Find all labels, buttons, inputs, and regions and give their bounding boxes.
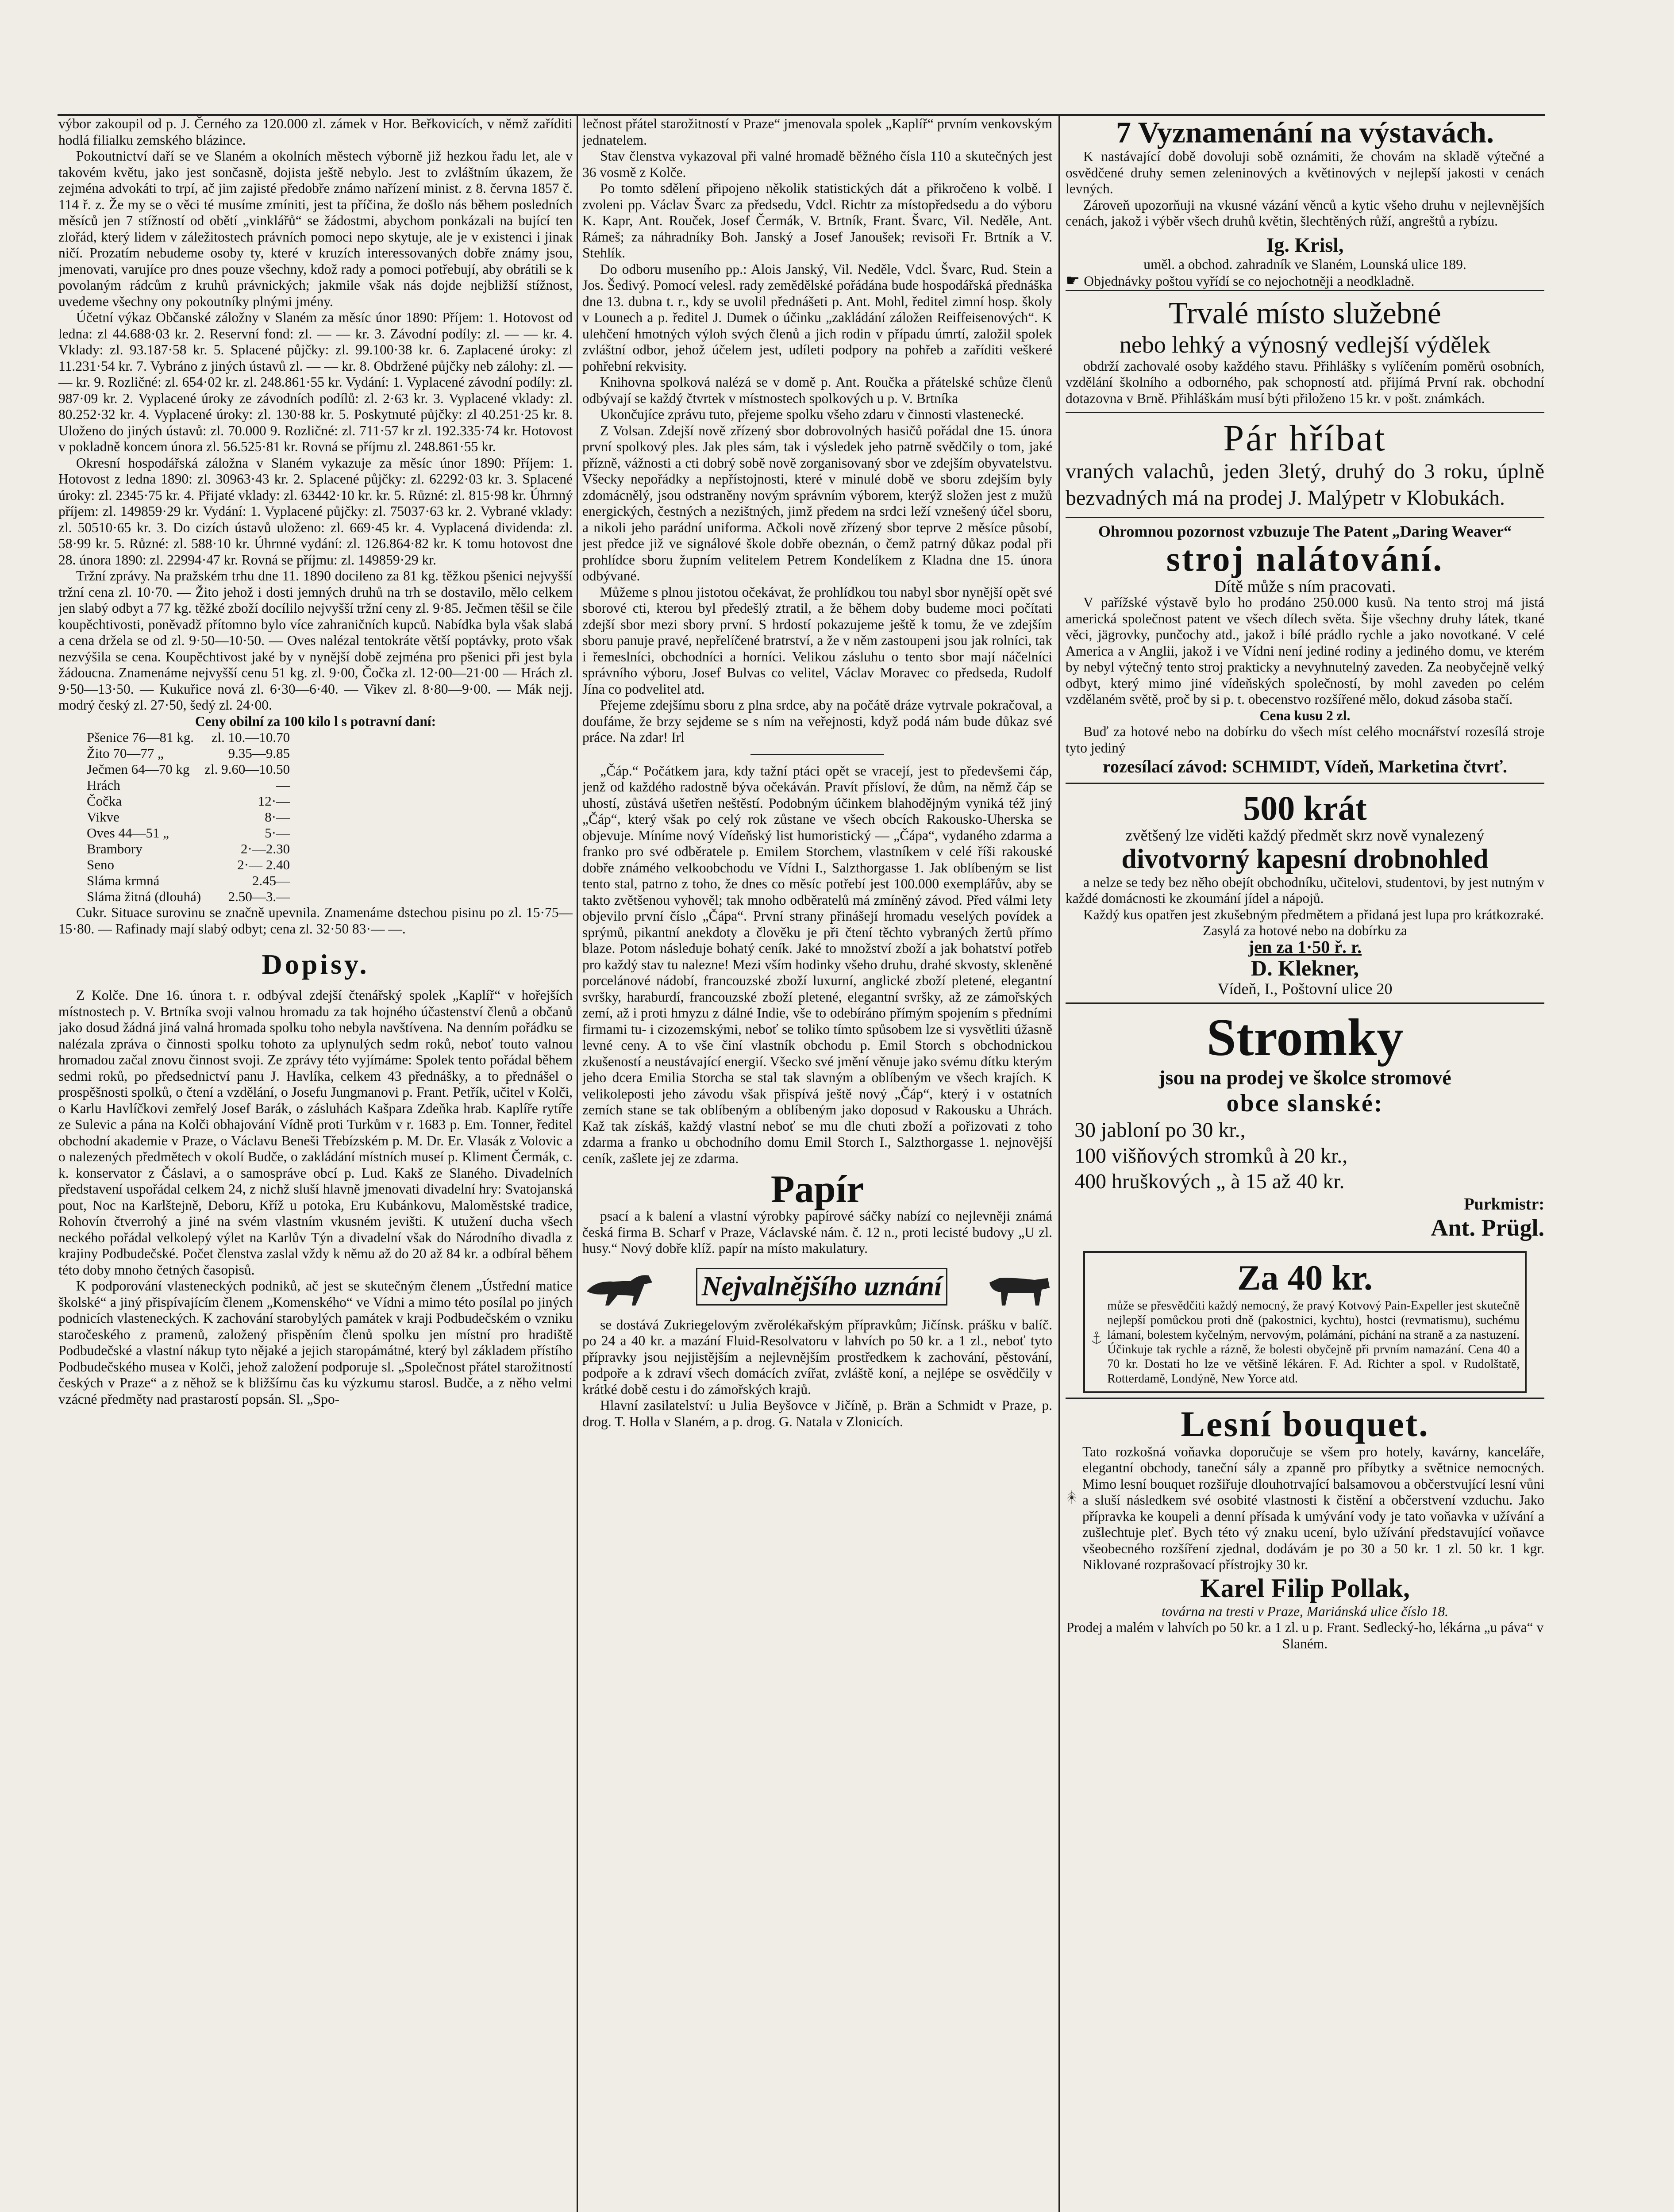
market-row (85, 857, 292, 873)
paragraph-zasilatelstvi: Hlavní zasilatelství: u Julia Beyšovce v Jičíně, p. Brän a Schmidt v Praze, p. drog. T. Holla v Slaném, a p. drog. G. Natala v Zlonicích. (582, 1398, 1052, 1429)
paragraph-cap: „Čáp.“ Počátkem jara, kdy tažní ptáci opět se vracejí, jest to předevšemi čáp, jenž od každého radostně býva očekáván. Pravít přísloví, že dům, na němž čáp se uhostí, zůstává ušetřen neštěstí. Podobným účinkem blahodějným vyniká též jiný „Čáp“, který však po celý rok zůstane ve všech obcích Rakousko-Uherska se objevuje. Míníme nový Vídeňský list humoristický — „Čápa“, vydaného zdarma a franko pro své odběratele p. Emilem Storchem, vlastníkem v celé říši rakouské dobře známého velkoobchodu ve Vídni I., Salzthorgasse 1. Jak oblíbeným se list tento stal, patrno z toho, že dnes co měsíc potřebí jest 100.000 exemplářův, aby se takto zvětšenou vyhověl; tak mnoho odběratelů má zmíněný závod. Před válmi lety objevilo první číslo „Čápa“. První strany přinášejí hromadu veselých povídek a sprýmů, pikantní anekdoty a člověku je při čtení těchto vybraných žertů přímo blaze. Potom následuje bohatý ceník. Jaké to množství zboží a jak bohatství potřeb pro každý stav tu nalezne! Mezi vším hodinky všeho druhu, drahé skvosty, skleněné porcelánové nádobí, francouzské zboží luxurní, anglické zboží pletené, elegantní svršky, haraburdí, francouzské zboží pletené, elegantní svršky, až ze zámořských zemí, až i proti hmyzu z dálné Indie, vše to odebíráno přímým spojením s předními firmami tu- i cizozemskými, neboť se toliko tímto spůsobem lze si vysvětliti úžasně levné ceny. A to vše činí vlastník obchodu p. Emil Storch s obchodnickou zkušeností a neustávající energií. Všecko své jmění věnuje jako svému dítku kterým jeho dcera Emilia Storcha se stal tak slavným a oblíbeným ve všech krajích. K velikoleposti jeho závodu však přispívá ještě nový „Čáp“, který i v ostatních zemích stane se tak oblíbeným a oblíbeným jako doposud v Rakousku a Uhrách. Kaž tak získáš, každý vlastní neboť se mu dle chuti zboží a pořizovati z toho zdarma a franko u obchodního domu Emil Storch I., Salzthorgasse 1. nejnovější ceník, zašlete jej ze zdarma. (582, 763, 1052, 1166)
stroj-subtitle: Dítě může s ním pracovati. (1214, 577, 1396, 596)
stroj-text: V pařížské výstavě bylo ho prodáno 250.000 kusů. Na tento stroj má jistá americká společnost patent ve všech dílech světa. Šije všechny druhy látek, tkané věci, jägrovky, punčochy atd., jakož i bílé prádlo rychle a jako novotkané. V celé America a v Anglii, jakož i ve Vídni není jediné rodiny a jediného domu, ve kterém by nebyl výtečný tento stroj prakticky a nevyhnutelný zaveden. Za neobyčejně velký odbyt, který mimo jiné vídeňských společností, by mohl zaveden po celém vzdělaném světě, proč by si p. t. obecenstvo rozšířené mělo, dokud zásoba stačí. (1066, 595, 1544, 707)
paragraph-zukriegel: se dostává Zukriegelovým zvěrolékařským přípravkům; Jičínsk. prášku v balíč. po 24 a 40 kr. a mazání Fluid-Resolvatoru v lahvích po 50 kr. a 1 zl., neboť tyto přípravky jsou nejjistějším a nejlevnějším prostředkem k zachování, pěstování, podpoře a k zdraví všech domácích zvířat, zvláště koní, a nejlépe se osvědčily v krátké době cestu i do zámořských krajů. (582, 1317, 1052, 1397)
stromky-item: 100 višňových stromků à 20 kr., (1074, 1144, 1348, 1167)
paragraph-ukoncujice: Ukončujíce zprávu tuto, přejeme spolku všeho zdaru v činnosti vlastenecké. (600, 407, 1024, 422)
pollak-sale: Prodej a malém v lahvích po 50 kr. a 1 zl. u p. Frant. Sedlecký-ho, lékárna „u páva“ v Slaném. (1066, 1620, 1544, 1651)
krat-subtitle: zvětšený lze viděti každý předmět skrz nově vynalezený (1125, 826, 1485, 844)
paragraph-semena: K nastávající době dovoluji sobě oznámiti, že chovám na skladě výtečné a osvědčené druhy semen zeleninových a květinových v nejlepší jakosti v cenách levných. (1066, 149, 1544, 196)
market-table (85, 730, 292, 905)
stroj-title: stroj nalátování. (1166, 539, 1444, 579)
za40-text: může se přesvědčiti každý nemocný, že pravý Kotvový Pain-Expeller jest skutečně nejlepší pomůckou proti dně (pakostnici, kychtu), hostci (revmatismu), suchému lámaní, bolestem kyčelným, nervovým, polámání, píchání na straně a za nastuzení. Účinkuje tak rychle a rázně, že bolesti obyčejně při prvním namazání. Cena 40 a 70 kr. Dostati ho lze ve většině lékáren. F. Ad. Richter a spol. v Rudolštatě, Rotterdamě, Londýně, New Yorce atd. (1107, 1298, 1520, 1386)
market-commodity: Vikve (87, 809, 119, 825)
klekner-name: D. Klekner, (1251, 956, 1359, 980)
market-row (85, 873, 292, 889)
stroj-order: Buď za hotové nebo na dobírku do všech míst celého mocnářství rozesílá stroje tyto jediný (1066, 724, 1544, 756)
uznani-title: Nejvalnějšího uznání (696, 1268, 948, 1306)
market-row (85, 841, 292, 857)
ad-pain-expeller (1083, 1251, 1527, 1393)
pine-branch-icon (1066, 1444, 1078, 1550)
purkmistr-label: Purkmistr: (1464, 1194, 1544, 1214)
ad-hribata (1066, 412, 1544, 517)
paragraph-volba: Po tomto sdělení připojeno několik statistických dát a přikročeno k volbě. I zvoleni pp. Václav Švarc za předsedu, Vdcl. Richtr za místopředsedu a do výboru K. Kapr, Ant. Rouček, Josef Čermák, V. Brtník, Frant. Švarc, Vil. Neděle, Ant. Rámeš; za náhradníky Boh. Janský a Josef Janoušek; revisoři Fr. Brtník a V. Stehlík. (582, 180, 1052, 261)
paragraph-ucetni-vykaz: Účetní výkaz Občanské záložny v Slaném za měsíc únor 1890: Příjem: 1. Hotovost od ledna: zl 44.688·03 kr. 2. Reservní fond: zl. — — kr. 3. Závodní podíly: zl. — — kr. 4. Vklady: zl. 93.187·58 kr. 5. Splacené půjčky: zl. 99.100·38 kr. 6. Zaplacené úroky: zl 11.231·54 kr. 7. Vybráno z jiných ústavů zl. — — kr. 8. Obdržené půjčky neb zálohy: zl. — — kr. 9. Rozličné: zl. 654·02 kr. zl. 248.861·55 kr. Vydání: 1. Vyplacené závodní podíly: zl. 987·09 kr. 2. Vyplacené úroky ze závodních podílů: zl. 2·63 kr. 3. Vyplacené vklady: zl. 80.252·32 kr. 4. Vyplacené úroky: zl. 130·88 kr. 5. Poskytnuté půjčky: zl 40.251·25 kr. 8. Uloženo do jiných ústavů: zl. 70.000 9. Rozličné: zl. 711·57 kr zl. 192.335·74 kr. Hotovost v pokladně koncem února zl. 56.525·81 kr. Rovná se příjmu zl. 248.861·55 kr. (58, 310, 573, 454)
anchor-icon (1090, 1298, 1103, 1378)
paragraph-trzni-zpravy: Tržní zprávy. Na pražském trhu dne 11. 1890 docileno za 81 kg. těžkou pšenici nejvyšší tržní cena zl. 10·70. — Žito jehož i dosti jemných druhů na trh se dostavilo, mělo celkem jen slabý odbyt a 77 kg. těžké zboží docílilo nejvyšší tržní ceny zl. 9·85. Ječmen těšil se čile koupěchtivosti, poněvadž přítomno bylo více zahraničních kupců. Nabídka byla však slabá a cena držela se od zl. 9·50—10·50. — Oves nalézal tentokráte větší poptávky, proto však nezvýšila se cena. Koupěchtivost jaké by v nynější době zejména pro pšenici při jest byla žádoucna. Znamenáme nejvyšší cenu 51 kg. zl. 9·00, Čočka zl. 12·00—21·00 — Hrách zl. 9·50—13·50. — Kukuřice nová zl. 6·30—6·40. — Vikev zl. 8·80—9·00. — Mák nejj. modrý český zl. 27·50, šedý zl. 24·00. (58, 568, 573, 713)
vyznamenani-title: 7 Vyznamenání na výstavách. (1116, 116, 1494, 149)
column-rule-2 (1058, 116, 1060, 2212)
paragraph-podporovani: K podporování vlasteneckých podniků, ač jest se skutečným členem „Ústřední matice školské“ a jiný přispívajícím členem „Komenského“ ve Vídni a mimo této posílal po jiných podnicích vlasteneckých. K zachování starobylých památek v kraji Podbudečském o vzniku staročeského z pramenů, založený přispěním členů spolku jen místní pro hradiště Podbudečské a vlastní nákup tyto nějaké a jejich staropámátné, který byl základem přístího Podbudečského musea v Kolči, jehož založení podporuje sl. „Společnost přátel starožitností českých v Praze“ a z něhož se k bližšímu čas ku výzkumu starosl. Budče, a z něho velmi vzácné předměty nad prastarostí popsán. Sl. „Spo- (58, 1278, 573, 1407)
drobnohled-text-2: Každý kus opatřen jest zkušebným předmětem a přidaná jest lupa pro krátkozraké. (1083, 906, 1544, 922)
hribat-text: vraných valachů, jeden 3letý, druhý do 3 roku, úplně bezvadných má na prodej J. Malýpetr v Klobukách. (1066, 460, 1544, 510)
drobnohled-title: divotvorný kapesní drobnohled (1121, 844, 1489, 874)
market-row (85, 809, 292, 825)
market-price: 8·— (265, 809, 290, 825)
ad-stromky (1066, 1002, 1544, 1247)
cow-icon (986, 1265, 1052, 1309)
market-row (85, 745, 292, 761)
paragraph-okresni-zalozna: Okresní hospodářská záložna v Slaném vykazuje za měsíc únor 1890: Příjem: 1. Hotovost z ledna 1890: zl. 30963·43 kr. 2. Splacené půjčky: zl. 62292·03 kr. 3. Splacené úroky: zl. 2345·75 kr. 4. Přijaté vklady: zl. 63442·10 kr. kr. 5. Různé: zl. 815·98 kr. Úhrnný příjem: zl. 149859·29 kr. Vydání: 1. Vyplacené půjčky: zl. 75037·63 kr. 2. Vybrané vklady: zl. 50510·65 kr. 3. Do cizích ústavů uloženo: zl. 669·45 kr. 4. Vyplacená dividenda: zl. 58·99 kr. 5. Různé: zl. 588·10 kr. Úhrnné vydání: zl. 126.864·82 kr. K tomu hotovost dne 28. února 1890: zl. 22994·47 kr. Rovná se příjmu: zl. 149859·29 kr. (58, 455, 573, 568)
ad-lesni-bouquet (1066, 1398, 1544, 1658)
stromky-item: 400 hruškových „ à 15 až 40 kr. (1074, 1169, 1345, 1193)
papir-title: Papír (770, 1168, 864, 1211)
market-row (85, 889, 292, 905)
paragraph-pokoutnictvi: Pokoutnictví daří se ve Slaném a okolních městech výborně již hezkou řadu let, ale v takovém květu, jako jest sončasně, dojista ještě nebylo. Jest to zvláštním úkazem, že zejména advokáti to trpí, ač jim zajisté předobře známo nařízení minist. z 8. června 1857 č. 114 ř. z. Že my se o věci té musíme zmíniti, jest ta příčina, že došlo nás během posledních měsíců jen 7 stížností od obětí „vinklářů“ se žádostmi, abychom ponkázali na bující ten zlořád, který lidem v záležitostech právních pomoci nepo skytuje, ale je v existenci i jinak ničí. Prozatím nebudeme osoby ty, které v kruzích interessovaných dobře známy jsou, jmenovati, varujíce pro dnes pouze všechny, kdož rady a pomoci potřebují, aby obrátili se k povolaným rádcům z kruhů právnických; jakmile však nás dojde nejbližší stížnost, uvedeme všechny ony pokoutníky plnými jmény. (58, 148, 573, 309)
market-price: 2.45— (252, 873, 290, 888)
paragraph-z-volsan: Z Volsan. Zdejší nově zřízený sbor dobrovolných hasičů pořádal dne 15. února první spolkový ples. Jak ples sám, tak i výsledek jeho patrně svědčily o tom, jaké přízně, vážnosti a cti dobrý sobě nově zorganisovaný sbor ve zdejším obyvatelstvu. Všecky nepořádky a nepřístojnosti, které v minulé době ve sboru zdejším byly zdomácnělý, jsou odstraněny novým správním výborem, kterýž složen jest z mužů energických, čestných a nezištných, jimž předem na srdci leží vznešený účel sboru, a nikoli jeho parádní uniforma. Ačkoli nově zřízený sbor teprve 2 měsíce působí, jest předce již ve signálové škole dobře obeznán, o čemž patrný důkaz podal při prohlídce sboru župním velitelem Petrem Kondelíkem z Kladna dne 15. února odbývané. (582, 422, 1052, 584)
hribat-title: Pár hříbat (1223, 418, 1387, 459)
market-price: 5·— (265, 825, 290, 841)
market-price: 2·— 2.40 (237, 857, 290, 872)
paragraph-vence: Zároveň upozorňuji na vkusné vázání věnců a kytic všeho druhu v nejlevnějších cenách, jakož i výběr všech druhů květin, šlechtěných růží, angreštů a rybízu. (1066, 197, 1544, 229)
klekner-address: Vídeň, I., Poštovní ulice 20 (1217, 980, 1393, 998)
market-commodity: Ječmen 64—70 kg (87, 761, 190, 777)
market-row (85, 730, 292, 745)
paragraph-papir: psací a k balení a vlastní výrobky papírové sáčky nabízí co nejlevněji známá česká firma B. Scharf v Praze, Václavské nám. č. 12 n., proti lecisté budovy „U zl. husy.“ Nový dobře klíž. papír na místo makulatury. (582, 1208, 1052, 1256)
krisl-address: uměl. a obchod. zahradník ve Slaném, Lounská ulice 189. (1143, 256, 1466, 272)
market-price: — (276, 777, 290, 793)
market-price: zl. 9.60—10.50 (204, 761, 290, 777)
column-rule-1 (577, 116, 578, 2212)
market-commodity: Seno (87, 857, 114, 872)
market-row (85, 825, 292, 841)
lesni-title: Lesní bouquet. (1181, 1403, 1429, 1444)
schmidt-address: rozesílací závod: SCHMIDT, Vídeň, Marketina čtvrť. (1102, 757, 1508, 776)
krisl-name: Ig. Krisl, (1266, 233, 1344, 256)
market-commodity: Hrách (87, 777, 120, 793)
stromky-title: Stromky (1206, 1007, 1404, 1067)
market-commodity: Brambory (87, 841, 142, 856)
market-commodity: Pšenice 76—81 kg. (87, 730, 194, 745)
market-commodity: Žito 70—77 „ (87, 745, 164, 761)
column-3 (1066, 116, 1544, 2212)
paragraph-z-kolce: Z Kolče. Dne 16. února t. r. odbýval zdejší čtenářský spolek „Kaplíř“ v hořejších místnostech p. V. Brtníka svoji valnou hromadu za tak hojného účastenství členů a občanů jako dosud žádná jiná valná hromada spolku toho nebyla navštívena. Na denním pořádku se nalézala zpráva o činnosti spolku tohoto za uplynulých sedm roků, neboť touto valnou hromadou začal znovu činnost svoji. Ze zprávy této vyjímáme: Spolek tento pořádal během sedmi roků, po předsednictví panu J. Havlíka, celkem 43 přednášky, a to přednášel o prospěšnosti spolků, o čtení a vzdělání, o Josefu Jungmanovi p. Frant. Petřík, učitel v Kolči, o Karlu Havlíčkovi zemřelý Josef Barák, o zásluhách Kašpara Zdeňka hrab. Kaplíře rytíře ze Sulevic a pána na Kolči obhajování Vídně proti Turkům v r. 1683 p. Em. Tonner, ředitel obchodní akademie v Praze, o Václavu Beneši Třebízském p. M. Dr. Er. Vlasák z Volovic a o nalezených předmětech v okolí Budče, o zakládání místních museí p. Kliment Čermák, c. k. konservator z Čáslavi, a o samospráve obcí p. Lud. Kakš ze Slaného. Divadelních představení uspořádal celkem 24, z nichž sluší hlavně jmenovati divadelní hry: Svatojanská pout, Noc na Karlštejně, Deboru, Kříž u potoka, Eru Kubánkovu, Maloměstské tradice, Rohovín čtverrohý a jiné na svém vlastním vkusném jevišti. K utužení ducha všech neckého pořádal velkolepý výlet na Karlův Týn a divadelní však do Národního divadla z krajiny Podbudečské. Počet členstva zaslal vždy k němu až do 20 až 84 kr. a odbíral během této doby mnoho četných časopisů. (58, 987, 573, 1278)
ad-stroj (1066, 517, 1544, 783)
paragraph-zamek: výbor zakoupil od p. J. Černého za 120.000 zl. zámek v Hor. Beřkovicích, v němž zaříditi hodlá filialku zemského blázince. (58, 116, 573, 148)
weaver-heading: Ohromnou pozornost vzbuzuje The Patent „Daring Weaver“ (1098, 522, 1512, 540)
ad-trvale-misto (1066, 290, 1544, 412)
market-commodity: Sláma krmná (87, 873, 160, 888)
paragraph-knihovna: Knihovna spolková nalézá se v domě p. Ant. Roučka a přátelské schůze členů odbývají se každý čtvrtek v místnostech spolkových u p. V. Brtníka (582, 374, 1052, 406)
dopisy-title: Dopisy. (262, 949, 369, 980)
krat-title: 500 krát (1243, 789, 1367, 827)
paragraph-cukr: Cukr. Situace surovinu se značně upevnila. Znamenáme dstechou pisinu po zl. 15·75—15·80. — Rafinady mají slabý odbyt; cena zl. 32·50 83·— —. (58, 905, 573, 937)
paragraph-stav-clenstva: Stav členstva vykazoval při valné hromadě běžného čísla 110 a skutečných jest 36 vosmě z Kolče. (582, 148, 1052, 180)
market-commodity: Oves 44—51 „ (87, 825, 169, 841)
stromky-obce: obce slanské: (1226, 1089, 1384, 1117)
pointing-hand-icon: ☛ (1066, 272, 1084, 289)
market-commodity: Čočka (87, 793, 122, 809)
lesni-text: Tato rozkošná voňavka doporučuje se všem pro hotely, kavárny, kanceláře, elegantní obchody, taneční sály a zpanně pro příbytky a světnice nemocných. Mimo lesní bouquet rozšiřuje dlouhotrvající balsamovou a občerstvující lesní vůni a sluší následkem své osobité vlastnosti k čistění a občerstvení vzduchu. Jako přípravka ke koupeli a denní přísada k umývání vody je tato voňavka v užívání a zušlechtuje pleť. Bych této vý znaku ucení, bylo užívání představující voňavce všeobecného rozšíření zjednal, dodávám je po 30 a 50 kr. 1 zl. 50 kr. 1 kgr. Niklované rozprašovací přístrojky 30 kr. (1082, 1444, 1544, 1572)
stroj-price: Cena kusu 2 zl. (1259, 707, 1351, 723)
market-row (85, 777, 292, 793)
paragraph-muzeme: Můžeme s plnou jistotou očekávat, že prohlídkou tou nabyl sbor nynější opět své sborové cti, kterou byl předešlý ztratil, a že během doby budeme moci počítati zdejší sbor mezi sbory první. S hrdostí pokazujeme ještě k tomu, že ve zdejším sboru panuje pravé, nepřelíčené bratrství, a že v něm zastoupeni jsou jak rolníci, tak i řemeslníci, obchodníci a horníci. Velikou zásluhu o tento sbor mají náčelníci správního výboru, Josef Bulvas co velitel, Václav Moravec co předseda, Rudolf Jína co podvelitel atd. (582, 584, 1052, 697)
market-row (85, 793, 292, 809)
prugl-name: Ant. Prügl. (1431, 1214, 1544, 1241)
horse-icon (582, 1265, 658, 1309)
pollak-name: Karel Filip Pollak, (1200, 1573, 1410, 1603)
paragraph-odbor-musejni: Do odboru museního pp.: Alois Janský, Vil. Neděle, Vdcl. Švarc, Rud. Stein a Jos. Šedivý. Pomocí velesl. rady zemědělské pořádána bude hospodářská přednáška dne 13. dubna t. r., kdy se uvolil přednášeti p. Ant. Mohl, ředitel zimní hosp. školy v Lounech a p. ředitel J. Dumek o účinku „zakládání záložen Reiffeisenových“. K ulehčení hmotných výloh svých členů a jich rodin v případu úmrtí, založil spolek zvláštní odbor, jehož účelem jest, udíleti podpory na pohřeb a zaříditi veškeré pohřební rekvisity. (582, 261, 1052, 374)
market-price: zl. 10.—10.70 (211, 730, 290, 745)
drobnohled-text: a nelze se tedy bez něho obejít obchodníku, učitelovi, studentovi, by jest nutným v každé domácnosti ke zkoumání jídel a nápojů. (1066, 874, 1544, 906)
pollak-address: továrna na tresti v Praze, Mariánská ulice číslo 18. (1162, 1603, 1448, 1619)
divider (750, 754, 884, 755)
paragraph-spolecnost: lečnost přátel starožitností v Praze“ jmenovala spolek „Kaplíř“ prvním venkovským jednatelem. (582, 116, 1052, 148)
market-title: Ceny obilní za 100 kilo l s potravní daní: (195, 713, 436, 729)
krisl-note: ☛ Objednávky poštou vyřídí se co nejochotněji a neodkladně. (1066, 272, 1415, 289)
uznani-banner (582, 1265, 1052, 1309)
trvale-title: Trvalé místo služebné (1169, 296, 1441, 330)
drobnohled-text-3: Zasylá za hotové nebo na dobírku za (1203, 923, 1407, 938)
market-price: 2.50—3.— (228, 889, 290, 904)
market-row (85, 761, 292, 777)
trvale-subtitle: nebo lehký a výnosný vedlejší výdělek (1119, 331, 1491, 358)
market-commodity: Sláma žitná (dlouhá) (87, 889, 201, 904)
market-price: 9.35—9.85 (228, 745, 290, 761)
column-1 (58, 116, 573, 2212)
paragraph-prejeme: Přejeme zdejšímu sboru z plna srdce, aby na počátě dráze vytrvale pokračoval, a doufáme, že brzy sejdeme se s ním na veřejnosti, když podá nám bude důkaz své práce. Na zdar! Irl (582, 697, 1052, 745)
stromky-item: 30 jabloní po 30 kr., (1074, 1118, 1246, 1142)
market-price: 2·—2.30 (241, 841, 290, 856)
market-price: 12·— (258, 793, 290, 809)
stromky-list (1066, 1118, 1544, 1194)
column-2 (582, 116, 1052, 2212)
trvale-text: obdrží zachovalé osoby každého stavu. Přihlášky s vylíčením poměrů osobních, vzdělání školního a odborného, pak schopností atd. přijímá První rak. obchodní dotazovna v Brně. Přihláškám musí býti přiloženo 15 kr. v pošt. známkách. (1066, 358, 1544, 406)
ad-drobnohled (1066, 783, 1544, 1002)
stromky-subtitle: jsou na prodej ve školce stromové (1158, 1066, 1451, 1089)
drobnohled-price: jen za 1·50 ř. r. (1248, 937, 1362, 957)
za40-title: Za 40 kr. (1237, 1258, 1373, 1298)
